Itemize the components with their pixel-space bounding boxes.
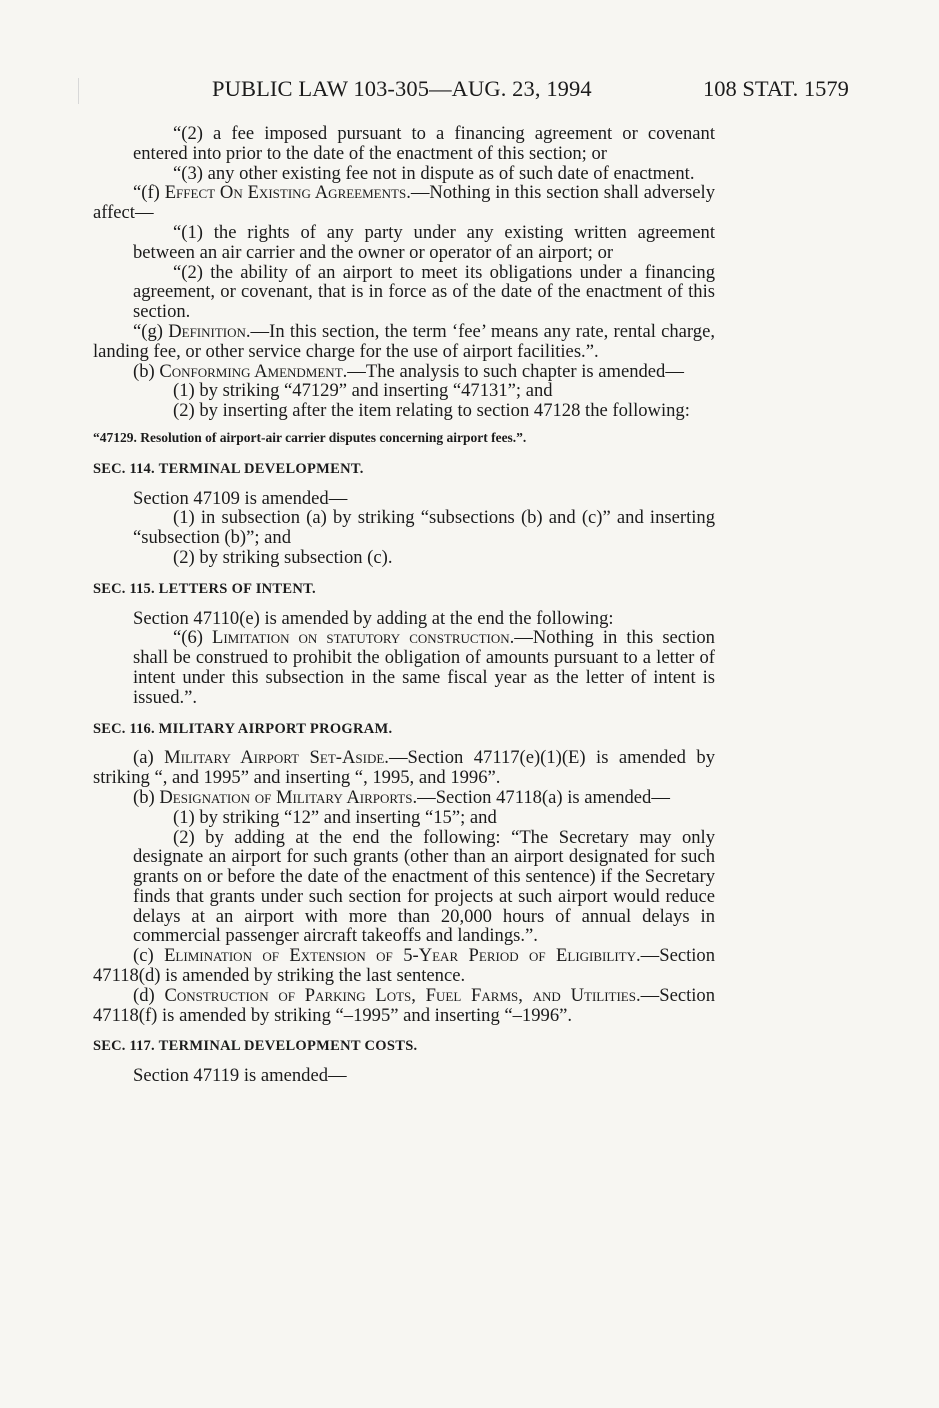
subsection-text: .—Section 47117(e)(1)(E) is amended by striking “, and 1995” and inserting “, 1995, and 1996”. bbox=[93, 747, 715, 789]
paragraph: (2) by adding at the end the following: “The Secretary may only designate an airport for such grants (other than an airport designated for such grants on or before the date of the enactment of this sentence) if the Secretary finds that grants under such section for projects at such airport would reduce delays at an airport with more than 20,000 hours of annual delays in commercial passenger aircraft takeoffs and landings.”. bbox=[133, 826, 715, 947]
paragraph: (1) in subsection (a) by striking “subsections (b) and (c)” and inserting “subsection (b)”; and bbox=[133, 507, 715, 549]
subsection-heading: Definition bbox=[168, 320, 246, 342]
section-heading-117 bbox=[93, 1037, 715, 1057]
paragraph-label: “(6) bbox=[173, 627, 212, 649]
paragraph-text: .—Nothing in this section shall be construed to prohibit the obligation of amounts pursuant to a letter of intent under this subsection in the same fiscal year as the letter of intent is issued.”. bbox=[133, 627, 715, 708]
paragraph: “(2) a fee imposed pursuant to a financing agreement or covenant entered into prior to the date of the enactment of this section; or bbox=[133, 123, 715, 164]
subsection-f bbox=[93, 183, 715, 223]
subsection-text: .—Section 47118(d) is amended by striking the last sentence. bbox=[93, 945, 715, 987]
analysis-item: “47129. Resolution of airport-air carrier disputes concerning airport fees.”. bbox=[93, 429, 527, 445]
paragraph: “(2) the ability of an airport to meet its obligations under a financing agreement, or covenant, that is in force as of the date of the enactment of this section. bbox=[133, 261, 715, 323]
paragraph: Section 47110(e) is amended by adding at the end the following: bbox=[133, 607, 614, 629]
subsection-heading: Construction of Parking Lots, Fuel Farms, and Utilities bbox=[164, 984, 636, 1006]
subsection-heading: Designation of Military Airports bbox=[159, 786, 413, 808]
subsection-b bbox=[93, 362, 715, 382]
subsection-label: “(f) bbox=[133, 182, 165, 204]
paragraph-6 bbox=[93, 628, 715, 707]
subsection-label: “(g) bbox=[133, 320, 169, 342]
subsection-heading: Elimination of Extension of 5-Year Period of Eligibility bbox=[164, 945, 636, 967]
section-title: TERMINAL DEVELOPMENT. bbox=[158, 460, 364, 477]
subsection-label: (b) bbox=[133, 360, 160, 382]
paragraph: “(1) the rights of any party under any existing written agreement between an air carrier and the owner or operator of an airport; or bbox=[133, 221, 715, 263]
subsection-g bbox=[93, 322, 715, 362]
section-heading-115 bbox=[93, 580, 715, 600]
section-heading-116 bbox=[93, 720, 715, 740]
paragraph-heading: Limitation on statutory construction bbox=[212, 627, 510, 649]
subsection-b bbox=[93, 788, 715, 808]
paragraph: (1) by striking “12” and inserting “15”; and bbox=[173, 806, 497, 828]
paragraph: “(3) any other existing fee not in dispute as of such date of enactment. bbox=[173, 162, 695, 184]
paragraph: (2) by striking subsection (c). bbox=[173, 546, 393, 568]
subsection-c bbox=[93, 946, 715, 986]
section-heading-114 bbox=[93, 460, 715, 480]
paragraph: (1) by striking “47129” and inserting “47131”; and bbox=[173, 380, 553, 402]
running-head: PUBLIC LAW 103-305—AUG. 23, 1994 bbox=[212, 76, 592, 101]
paragraph: Section 47119 is amended— bbox=[133, 1065, 347, 1087]
subsection-label: (b) bbox=[133, 786, 160, 808]
subsection-text: .—In this section, the term ‘fee’ means any rate, rental charge, landing fee, or other service charge for the use of airport facilities.”. bbox=[93, 320, 715, 362]
section-number: SEC. 115. bbox=[93, 580, 159, 597]
subsection-text: .—Section 47118(a) is amended— bbox=[412, 786, 670, 808]
paragraph: Section 47109 is amended— bbox=[133, 487, 348, 509]
subsection-a bbox=[93, 748, 715, 788]
subsection-d bbox=[93, 986, 715, 1026]
subsection-text: .—Section 47118(f) is amended by striking “–1995” and inserting “–1996”. bbox=[93, 984, 715, 1026]
section-title: MILITARY AIRPORT PROGRAM. bbox=[158, 720, 393, 737]
statute-text bbox=[93, 124, 715, 1086]
subsection-label: (d) bbox=[133, 984, 165, 1006]
subsection-text: .—Nothing in this section shall adversely affect— bbox=[93, 182, 715, 224]
section-number: SEC. 114. bbox=[93, 460, 159, 477]
section-number: SEC. 117. bbox=[93, 1038, 159, 1055]
subsection-heading: Military Airport Set-Aside bbox=[164, 747, 385, 769]
subsection-text: .—The analysis to such chapter is amended— bbox=[342, 360, 684, 382]
section-number: SEC. 116. bbox=[93, 720, 159, 737]
subsection-heading: Effect On Existing Agreements bbox=[164, 182, 407, 204]
section-title: TERMINAL DEVELOPMENT COSTS. bbox=[158, 1038, 418, 1055]
paragraph: (2) by inserting after the item relating to section 47128 the following: bbox=[173, 400, 690, 422]
statute-page-reference: 108 STAT. 1579 bbox=[703, 76, 849, 101]
subsection-label: (a) bbox=[133, 747, 165, 769]
subsection-heading: Conforming Amendment bbox=[159, 360, 343, 382]
page-header bbox=[0, 76, 939, 106]
section-title: LETTERS OF INTENT. bbox=[158, 580, 316, 597]
subsection-label: (c) bbox=[133, 945, 165, 967]
